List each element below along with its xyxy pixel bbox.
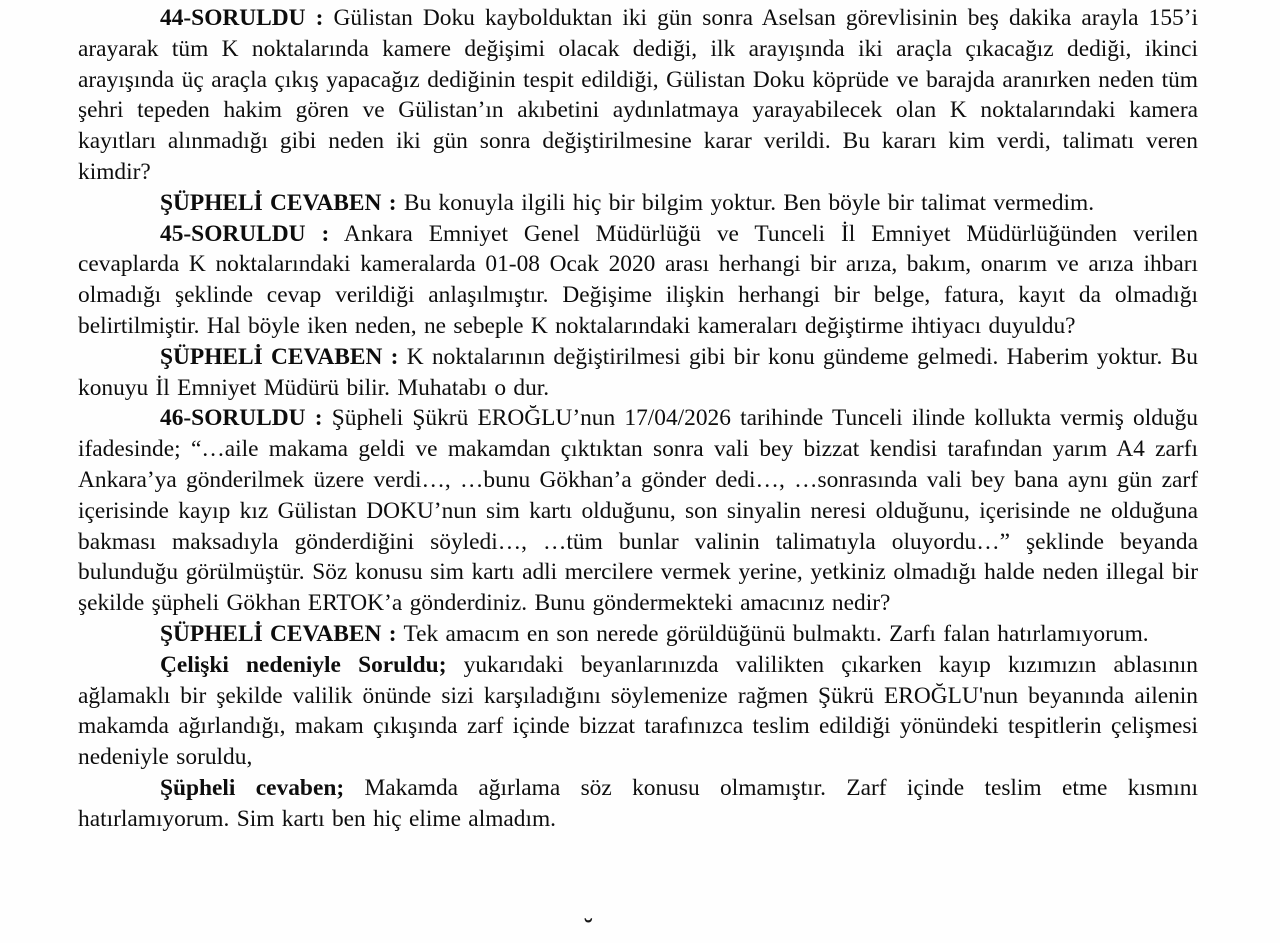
- paragraph-contradiction-answer: [78, 773, 1198, 835]
- answer-46-text: Tek amacım en son nerede görüldüğünü bulmaktı. Zarfı falan hatırlamıyorum.: [403, 620, 1149, 647]
- contradiction-question-label: Çelişki nedeniyle Soruldu;: [160, 651, 447, 678]
- paragraph-q46: [78, 403, 1198, 619]
- paragraph-contradiction-question: [78, 650, 1198, 773]
- paragraph-q45: [78, 219, 1198, 342]
- question-45-label: 45-SORULDU :: [160, 220, 330, 247]
- answer-45-label: ŞÜPHELİ CEVABEN :: [160, 343, 399, 370]
- answer-46-label: ŞÜPHELİ CEVABEN :: [160, 620, 397, 647]
- answer-44-text: Bu konuyla ilgili hiç bir bilgim yoktur. Ben böyle bir talimat vermedim.: [403, 189, 1095, 216]
- document-page: [78, 3, 1198, 835]
- contradiction-answer-label: Şüpheli cevaben;: [160, 774, 345, 801]
- question-45-text: Ankara Emniyet Genel Müdürlüğü ve Tunceli İl Emniyet Müdürlüğünden verilen cevaplarda K noktalarındaki kameralarda 01-08 Ocak 2020 arası herhangi bir arıza, bakım, onarım ve arıza ihbarı olmadığı şeklinde cevap verildiği anlaşılmıştır. Değişime ilişkin herhangi bir belge, fatura, kayıt da olmadığı belirtilmiştir. Hal böyle iken neden, ne sebeple K noktalarındaki kameraları değiştirme ihtiyacı duyuldu?: [78, 220, 1198, 339]
- question-44-label: 44-SORULDU :: [160, 5, 324, 31]
- answer-45-text: K noktalarının değiştirilmesi gibi bir konu gündeme gelmedi. Haberim yoktur. Bu konuyu İl Emniyet Müdürü bilir. Muhatabı o dur.: [78, 343, 1198, 401]
- question-44-text: Gülistan Doku kaybolduktan iki gün sonra Aselsan görevlisinin beş dakika arayla 155’i arayarak tüm K noktalarında kamere değişimi olacak dediği, ilk arayışında iki araçla çıkacağız dediği, ikinci arayışında üç araçla çıkış yapacağız dediğinin tespit edildiği, Gülistan Doku köprüde ve barajda aranırken neden tüm şehri tepeden hakim gören ve Gülistan’ın akıbetini aydınlatmaya yarayabilecek olan K noktalarındaki kamera kayıtları alınmadığı gibi neden iki gün sonra değiştirilmesine karar verildi. Bu kararı kim verdi, talimatı veren kimdir?: [78, 5, 1198, 185]
- contradiction-answer-text: Makamda ağırlama söz konusu olmamıştır. Zarf içinde teslim etme kısmını hatırlamıyorum. Sim kartı ben hiç elime almadım.: [78, 774, 1198, 832]
- question-46-text: Şüpheli Şükrü EROĞLU’nun 17/04/2026 tarihinde Tunceli ilinde kollukta vermiş olduğu ifadesinde; “…aile makama geldi ve makamdan çıktıktan sonra vali bey bizzat kendisi tarafından yarım A4 zarfı Ankara’ya gönderilmek üzere verdi…, …bunu Gökhan’a gönder dedi…, …sonrasında vali bey bana aynı gün zarf içerisinde kayıp kız Gülistan DOKU’nun sim kartı olduğunu, son sinyalin neresi olduğunu, içerisinde ne olduğuna bakması maksadıyla gönderdiğini söyledi…, …tüm bunlar valinin talimatıyla oluyordu…” şeklinde beyanda bulunduğu görülmüştür. Söz konusu sim kartı adli mercilere vermek yerine, yetkiniz olmadığı halde neden illegal bir şekilde şüpheli Gökhan ERTOK’a gönderdiniz. Bunu göndermekteki amacınız nedir?: [78, 405, 1198, 617]
- paragraph-a44: [78, 188, 1198, 219]
- paragraph-a45: [78, 342, 1198, 404]
- cutoff-next-line-hint: ˘: [584, 914, 593, 943]
- answer-44-label: ŞÜPHELİ CEVABEN :: [160, 189, 397, 216]
- contradiction-question-text: yukarıdaki beyanlarınızda valilikten çıkarken kayıp kızımızın ablasının ağlamaklı bir şekilde valilik önünde sizi karşıladığını söylemenize rağmen Şükrü EROĞLU'nun beyanında ailenin makamda ağırlandığı, makam çıkışında zarf içinde bizzat tarafınızca teslim edildiği yönündeki tespitlerin çelişmesi nedeniyle soruldu,: [78, 651, 1198, 771]
- paragraph-a46: [78, 619, 1198, 650]
- paragraph-q44: [78, 3, 1198, 188]
- question-46-label: 46-SORULDU :: [160, 405, 323, 432]
